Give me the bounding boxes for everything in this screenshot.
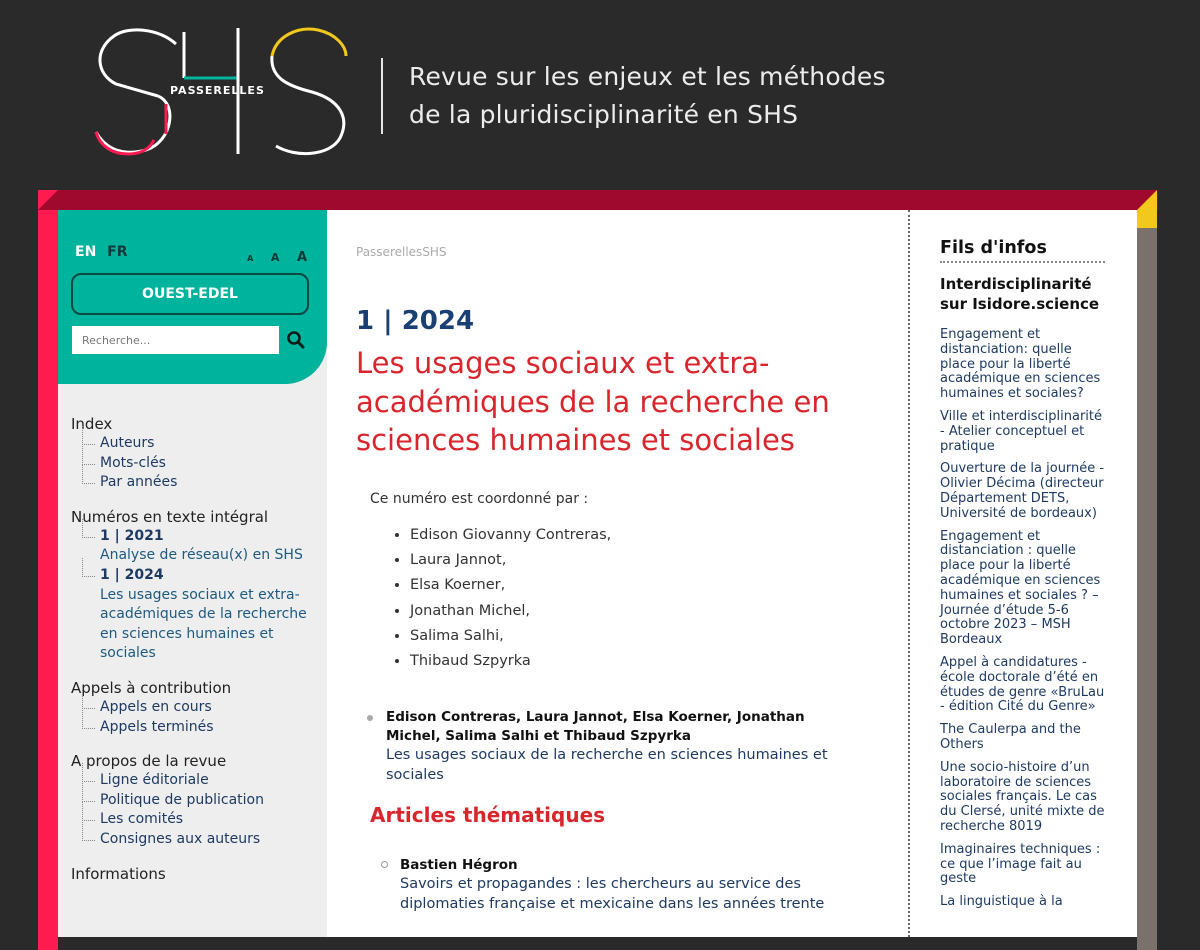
font-small-button[interactable]: A <box>247 254 254 263</box>
nav-item-auteurs[interactable]: Auteurs <box>71 434 321 454</box>
frame-corner-left <box>38 190 58 210</box>
nav-item-politique-publication[interactable]: Politique de publication <box>71 791 321 811</box>
nav-section-informations <box>71 864 321 884</box>
font-medium-button[interactable]: A <box>270 251 280 264</box>
nav-section-index <box>71 414 321 493</box>
nav-item-comites[interactable]: Les comités <box>71 810 321 830</box>
news-item[interactable]: Engagement et distanciation : quelle place pour la liberté académique en sciences humaines et sociales ? – Journée d’étude 5-6 octobre 2023 – MSH Bordeaux <box>940 528 1101 648</box>
lead-article-authors[interactable]: Edison Contreras, Laura Jannot, Elsa Koerner, Jonathan Michel, Salima Salhi et Thibaud Szpyrka <box>386 709 805 744</box>
frame-left-border <box>38 190 58 950</box>
coordinators-list <box>370 523 611 674</box>
news-item[interactable]: Imaginaires techniques : ce que l’image fait au geste <box>940 841 1101 887</box>
font-size-controls <box>235 246 307 265</box>
page-title: Les usages sociaux et extra-académiques de la recherche en sciences humaines et sociales <box>356 346 830 457</box>
lead-article <box>386 708 856 785</box>
ouest-edel-button[interactable]: OUEST-EDEL <box>71 273 309 315</box>
news-item[interactable]: Appel à candidatures - école doctorale d’été en études de genre «BruLau - édition Cité du Genre» <box>940 654 1105 715</box>
nav-item-mots-cles[interactable]: Mots-clés <box>71 454 321 474</box>
coordinators-intro: Ce numéro est coordonné par : <box>370 491 589 507</box>
news-item[interactable]: Engagement et distanciation: quelle place pour la liberté académique en sciences humaines et sociales? <box>940 327 1101 402</box>
news-item[interactable]: Ouverture de la journée - Olivier Décima (directeur Département DETS, Université de bordeaux) <box>940 461 1105 521</box>
coordinator-item: • Laura Jannot, <box>410 548 611 573</box>
language-switcher <box>75 244 134 260</box>
news-item[interactable]: La linguistique à la <box>940 894 1063 910</box>
nav-item-issue-2024[interactable]: 1 | 2024 <box>71 566 321 586</box>
search-input[interactable] <box>72 326 279 354</box>
nav-heading-appels[interactable]: Appels à contribution <box>71 678 232 697</box>
left-sidebar <box>58 210 327 937</box>
breadcrumb[interactable]: PasserellesSHS <box>356 245 447 259</box>
coordinator-item: • Salima Salhi, <box>410 624 611 649</box>
nav-heading-apropos[interactable]: A propos de la revue <box>71 752 227 771</box>
frame-corner-right <box>1137 190 1157 210</box>
passerelles-shs-logo[interactable] <box>88 22 358 162</box>
circle-bullet-icon <box>381 861 388 868</box>
news-column <box>910 210 1137 937</box>
frame-top-border <box>38 190 1158 210</box>
tagline-line-1: Revue sur les enjeux et les méthodes <box>409 62 886 91</box>
news-item[interactable]: Ville et interdisciplinarité - Atelier conceptuel et pratique <box>940 408 1102 454</box>
nav-item-issue-2024-title[interactable]: Les usages sociaux et extra-académiques de la recherche en sciences humaines et sociales <box>100 586 307 662</box>
nav-item-par-annees[interactable]: Par années <box>71 473 321 493</box>
header-divider <box>381 58 383 134</box>
lead-article-title-link[interactable]: Les usages sociaux de la recherche en sciences humaines et sociales <box>386 747 828 783</box>
frame-right-border <box>1137 200 1157 950</box>
news-item[interactable]: Une socio-histoire d’un laboratoire de sciences sociales français. Le cas du Clersé, unité mixte de recherche 8019 <box>940 759 1105 834</box>
nav-section-numeros <box>71 507 321 664</box>
nav-item-appels-termines[interactable]: Appels terminés <box>71 718 321 738</box>
nav-heading-informations[interactable]: Informations <box>71 864 166 883</box>
nav-item-issue-2021-title[interactable]: Analyse de réseau(x) en SHS <box>100 547 303 564</box>
coordinator-item: • Jonathan Michel, <box>410 599 611 624</box>
nav-heading-index[interactable]: Index <box>71 415 113 433</box>
coordinator-item: • Thibaud Szpyrka <box>410 649 611 674</box>
search-icon[interactable] <box>286 330 306 350</box>
bullet-icon <box>367 715 373 721</box>
nav-section-apropos <box>71 751 321 849</box>
logo-s-left-bottom <box>96 96 170 152</box>
issue-number: 1 | 2024 <box>356 306 475 336</box>
sidebar-tools-panel <box>58 210 327 384</box>
lang-fr-link[interactable]: FR <box>107 244 128 260</box>
logo-s-right <box>272 56 344 154</box>
news-subheading[interactable]: Interdisciplinarité sur Isidore.science <box>940 275 1100 313</box>
font-large-button[interactable]: A <box>296 250 307 265</box>
nav-item-appels-en-cours[interactable]: Appels en cours <box>71 698 321 718</box>
site-tagline <box>409 58 886 134</box>
section-heading-articles: Articles thématiques <box>370 803 606 827</box>
nav-item-issue-2021[interactable]: 1 | 2021 <box>71 527 321 547</box>
lang-en-link[interactable]: EN <box>75 244 97 260</box>
article-author[interactable]: Bastien Hégron <box>400 857 518 873</box>
news-heading: Fils d'infos <box>940 238 1105 263</box>
coordinator-item: • Elsa Koerner, <box>410 573 611 598</box>
logo-subtitle: PASSERELLES <box>170 84 265 97</box>
logo-yellow-arc <box>272 29 346 56</box>
news-item[interactable]: The Caulerpa and the Others <box>940 722 1081 752</box>
nav-item-consignes-auteurs[interactable]: Consignes aux auteurs <box>71 830 321 850</box>
sidebar-navigation <box>71 414 321 898</box>
nav-item-ligne-editoriale[interactable]: Ligne éditoriale <box>71 771 321 791</box>
nav-heading-numeros[interactable]: Numéros en texte intégral <box>71 507 269 526</box>
tagline-line-2: de la pluridisciplinarité en SHS <box>409 100 799 129</box>
coordinator-item: • Edison Giovanny Contreras, <box>410 523 611 548</box>
article-item <box>400 856 840 914</box>
logo-s-left-top <box>100 30 176 96</box>
article-title-link[interactable]: Savoirs et propagandes : les chercheurs au service des diplomaties française et mexicaine dans les années trente <box>400 876 825 912</box>
main-content <box>327 210 910 937</box>
nav-section-appels <box>71 678 321 737</box>
news-list <box>940 328 1110 918</box>
